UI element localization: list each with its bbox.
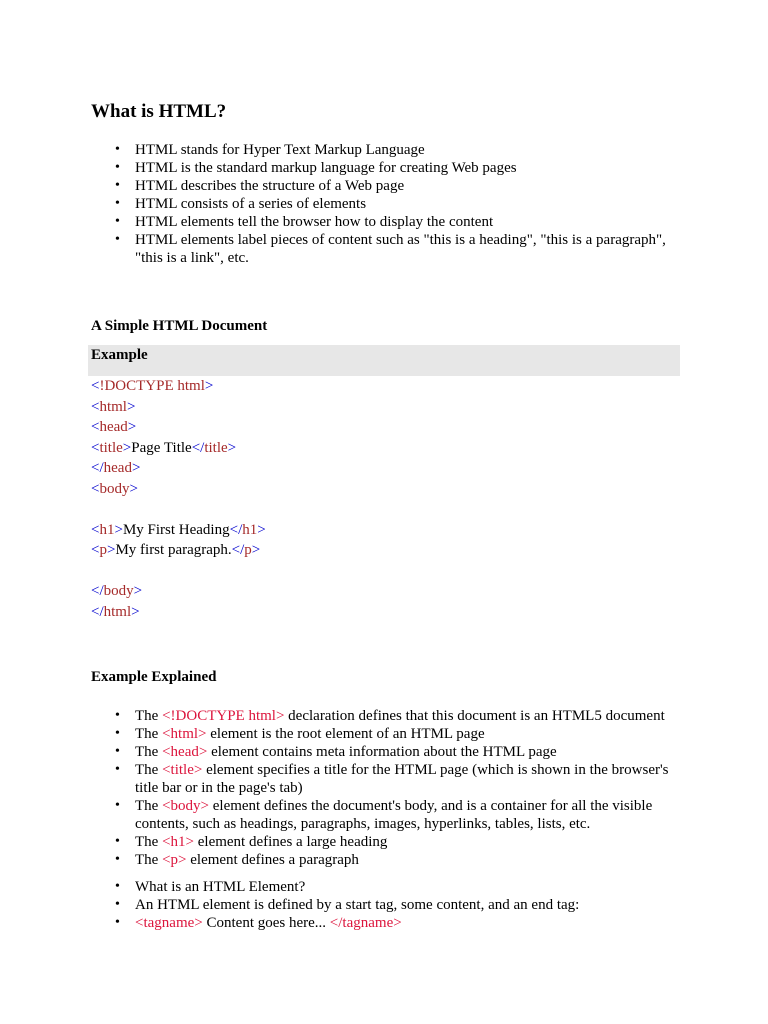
code-line-html-open: <html> (91, 398, 136, 415)
element-bullet-list (91, 878, 691, 932)
list-item: • An HTML element is defined by a start tag, some content, and an end tag: (91, 896, 691, 914)
example-header (88, 345, 680, 376)
explained-bullet-list (91, 707, 691, 869)
list-item: • The <title> element specifies a title for the HTML page (which is shown in the browser's title bar or in the page's tab) (91, 761, 691, 797)
list-item: • What is an HTML Element? (91, 878, 691, 896)
list-item: • The <body> element defines the document's body, and is a container for all the visible contents, such as headings, paragraphs, images, hyperlinks, tables, lists, etc. (91, 797, 691, 833)
code-line-head-close: </head> (91, 460, 141, 476)
list-item: • HTML consists of a series of elements (91, 195, 691, 213)
code-line-html-close: </html> (91, 603, 140, 620)
page-title: What is HTML? (91, 101, 227, 122)
list-item: • HTML is the standard markup language for creating Web pages (91, 159, 691, 177)
list-item: • The <!DOCTYPE html> declaration defines that this document is an HTML5 document (91, 707, 691, 725)
section-heading-explained: Example Explained (91, 669, 217, 685)
code-line-p: <p>My first paragraph.</p> (91, 542, 261, 558)
example-label: Example (91, 347, 148, 363)
code-example (91, 376, 266, 622)
list-item: • The <h1> element defines a large heading (91, 833, 691, 851)
list-item: • The <html> element is the root element of an HTML page (91, 725, 691, 743)
code-line-doctype: <!DOCTYPE html> (91, 378, 214, 394)
list-item: • HTML elements label pieces of content such as "this is a heading", "this is a paragraph", "this is a link", etc. (91, 231, 691, 267)
list-item: • The <head> element contains meta information about the HTML page (91, 743, 691, 761)
code-line-title: <title>Page Title</title> (91, 439, 237, 456)
list-item: • HTML describes the structure of a Web page (91, 177, 691, 195)
code-line-body-open: <body> (91, 480, 138, 497)
code-line-head-open: <head> (91, 419, 137, 435)
section-heading-simple-doc: A Simple HTML Document (91, 318, 268, 334)
intro-bullet-list (91, 141, 691, 267)
list-item: • HTML elements tell the browser how to display the content (91, 213, 691, 231)
list-item: • HTML stands for Hyper Text Markup Language (91, 141, 691, 159)
list-item: • The <p> element defines a paragraph (91, 851, 691, 869)
list-item: • <tagname> Content goes here... </tagname> (91, 914, 691, 932)
code-line-h1: <h1>My First Heading</h1> (91, 521, 266, 538)
code-line-body-close: </body> (91, 583, 143, 599)
